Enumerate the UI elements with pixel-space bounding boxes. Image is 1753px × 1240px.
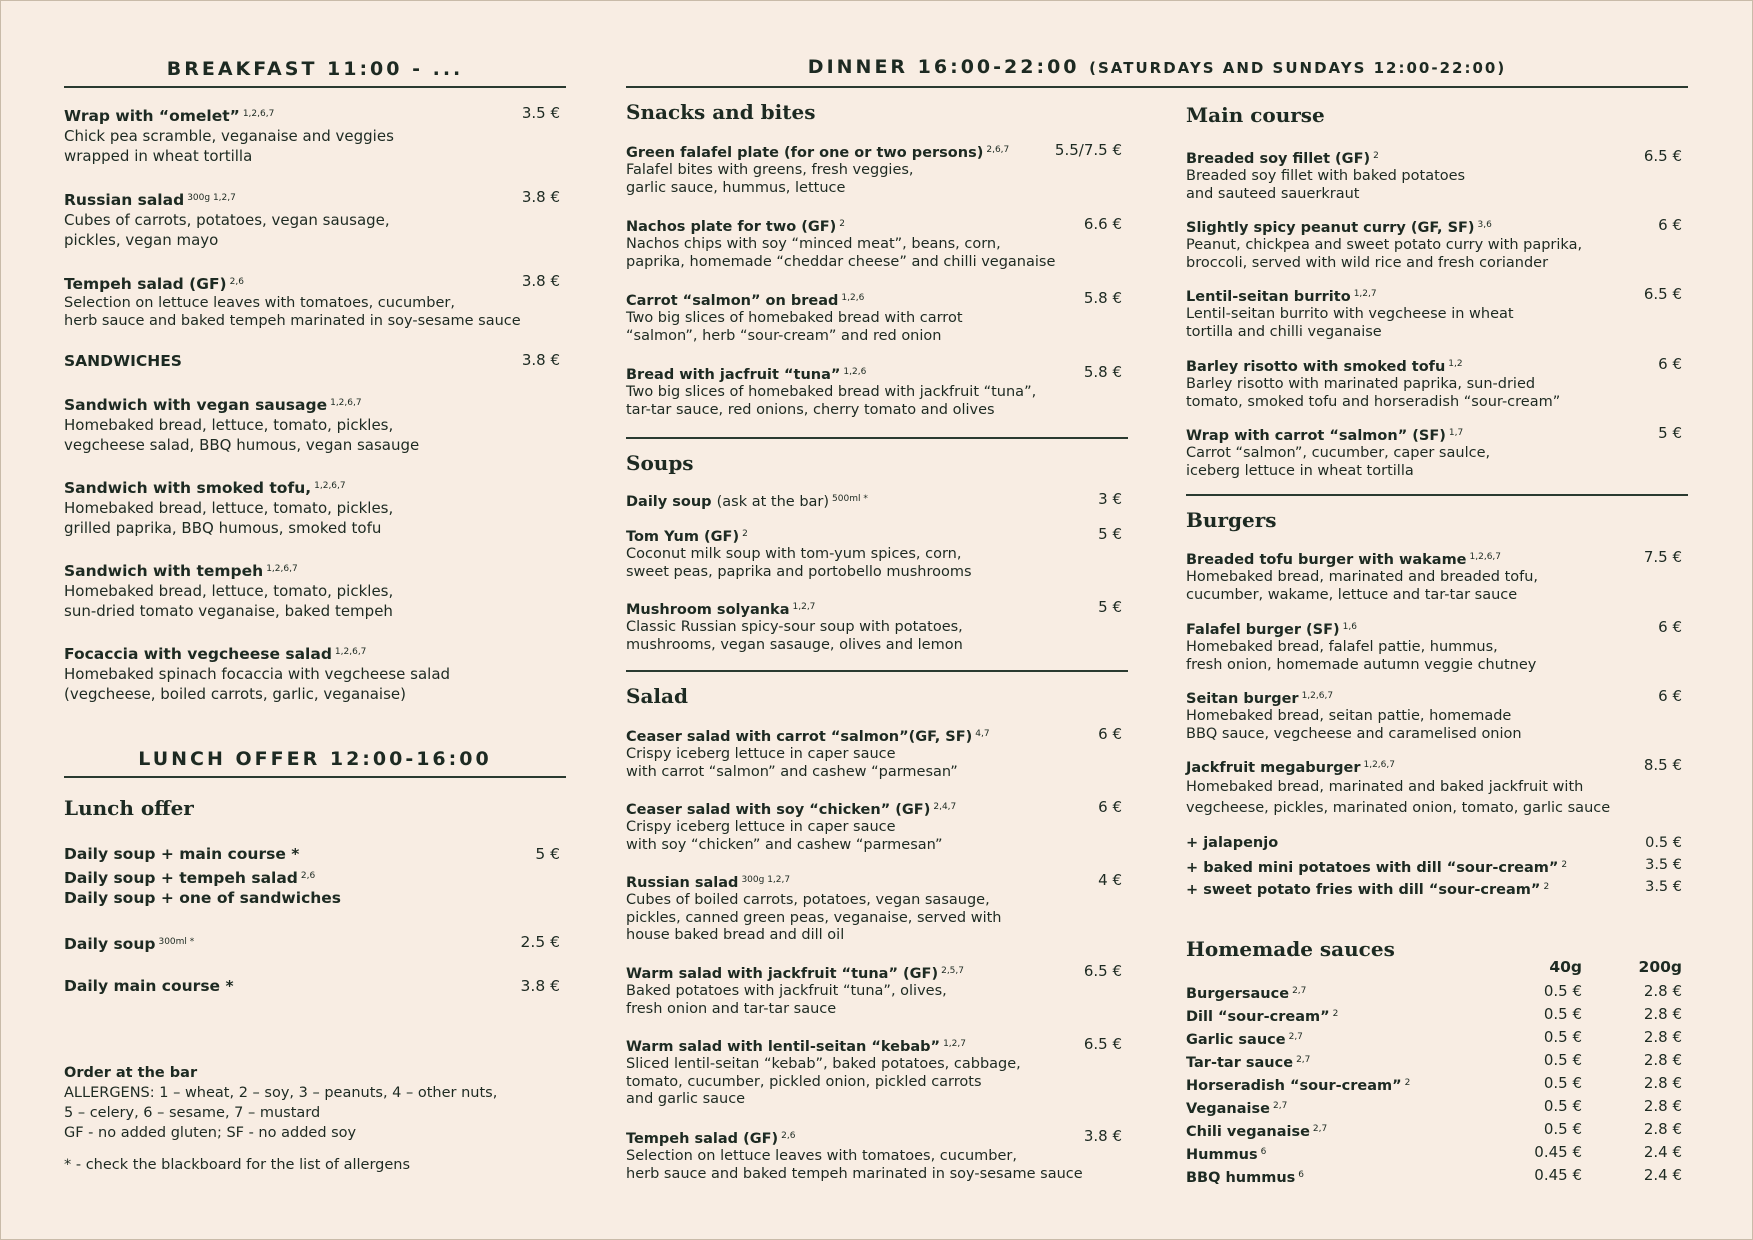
menu-item: Focaccia with vegcheese salad $^{1,2,6,7}$ Homebaked spinach focaccia with vegcheese salad (vegcheese, boiled carrots, garlic, veganaise) <box>64 645 451 703</box>
menu-item: Seitan burger $^{1,2,6,7}$ 6 € Homebaked bread, seitan pattie, homemade BBQ sauce, vegcheese and caramelised onion <box>1186 687 1682 742</box>
menu-item: Nachos plate for two (GF) $^2$ 6.6 € Nachos chips with soy “minced meat”, beans, corn, paprika, homemade “cheddar cheese” and chilli veganaise <box>626 215 1122 270</box>
sauces-title: Homemade sauces <box>1186 937 1395 961</box>
menu-item: Tom Yum (GF) $^2$ 5 € Coconut milk soup with tom-yum spices, corn, sweet peas, paprika and portobello mushrooms <box>626 525 1122 580</box>
menu-item: Jackfruit megaburger $^{1,2,6,7}$ 8.5 € Homebaked bread, marinated and baked jackfruit with vegcheese, pickles, marinated onion, tomato, garlic sauce <box>1186 756 1682 816</box>
sauce-row: Chili veganaise $^{2,7}$ 0.5 € 2.8 € <box>1186 1120 1682 1140</box>
menu-item: Daily soup (ask at the bar) $^{500ml *}$ 3 € <box>626 490 1122 510</box>
lunch-row: Daily main course * 3.8 € <box>64 977 560 995</box>
menu-item: Sandwich with tempeh $^{1,2,6,7}$ Homebaked bread, lettuce, tomato, pickles, sun-dried tomato veganaise, baked tempeh <box>64 562 394 620</box>
menu-item: Ceaser salad with carrot “salmon”(GF, SF) $^{4,7}$ 6 € Crispy iceberg lettuce in caper sauce with carrot “salmon” and cashew “parmesan” <box>626 725 1122 780</box>
menu-item: Slightly spicy peanut curry (GF, SF) $^{3,6}$ 6 € Peanut, chickpea and sweet potato curry with paprika, broccoli, served with wild rice and fresh coriander <box>1186 216 1682 271</box>
menu-item: Green falafel plate (for one or two persons) $^{2,6,7}$ 5.5/7.5 € Falafel bites with greens, fresh veggies, garlic sauce, hummus, lettuce <box>626 141 1122 196</box>
lunch-row: Daily soup $^{300ml *}$ 2.5 € <box>64 933 560 953</box>
sauce-row: Garlic sauce $^{2,7}$ 0.5 € 2.8 € <box>1186 1028 1682 1048</box>
menu-item: Tempeh salad (GF) $^{2,6}$ 3.8 € Selection on lettuce leaves with tomatoes, cucumber, herb sauce and baked tempeh marinated in soy-sesame sauce <box>64 272 560 329</box>
menu-item: Mushroom solyanka $^{1,2,7}$ 5 € Classic Russian spicy-sour soup with potatoes, mushrooms, vegan sasauge, olives and lemon <box>626 598 1122 653</box>
sauce-row: Dill “sour-cream” $^2$ 0.5 € 2.8 € <box>1186 1005 1682 1025</box>
breakfast-header: BREAKFAST 11:00 - ... <box>166 58 464 80</box>
sandwiches-heading: SANDWICHES 3.8 € <box>64 351 560 370</box>
menu-item: Breaded soy fillet (GF) $^2$ 6.5 € Breaded soy fillet with baked potatoes and sauteed sauerkraut <box>1186 147 1682 202</box>
burger-extra: + sweet potato fries with dill “sour-cream” $^2$ 3.5 € <box>1186 879 1682 898</box>
lunch-rule <box>64 776 566 778</box>
snacks-title: Snacks and bites <box>626 100 816 124</box>
lunch-category-title: Lunch offer <box>64 796 194 820</box>
sauce-row: Tar-tar sauce $^{2,7}$ 0.5 € 2.8 € <box>1186 1051 1682 1071</box>
menu-item: Breaded tofu burger with wakame $^{1,2,6,7}$ 7.5 € Homebaked bread, marinated and breaded tofu, cucumber, wakame, lettuce and tar-tar sauce <box>1186 548 1682 603</box>
order-note: Order at the bar <box>64 1065 198 1081</box>
menu-item: Carrot “salmon” on bread $^{1,2,6}$ 5.8 € Two big slices of homebaked bread with carrot “salmon”, herb “sour-cream” and red onion <box>626 289 1122 344</box>
sauce-row: Burgersauce $^{2,7}$ 0.5 € 2.8 € <box>1186 982 1682 1002</box>
menu-item: Sandwich with vegan sausage $^{1,2,6,7}$ Homebaked bread, lettuce, tomato, pickles, vegcheese salad, BBQ humous, vegan sasauge <box>64 396 420 454</box>
menu-item: Bread with jacfruit “tuna” $^{1,2,6}$ 5.8 € Two big slices of homebaked bread with jackfruit “tuna”, tar-tar sauce, red onions, cherry tomato and olives <box>626 363 1122 418</box>
salad-title: Salad <box>626 684 688 708</box>
breakfast-rule <box>64 86 566 88</box>
lunch-row: Daily soup + one of sandwiches <box>64 889 342 907</box>
allergens-line-1: ALLERGENS: 1 – wheat, 2 – soy, 3 – peanuts, 4 – other nuts, <box>64 1085 498 1101</box>
sauce-row: Veganaise $^{2,7}$ 0.5 € 2.8 € <box>1186 1097 1682 1117</box>
size-40g-label: 40g <box>1549 958 1582 976</box>
salad-rule <box>626 670 1128 672</box>
menu-item: Russian salad $^{300g 1,2,7}$ 3.8 € Cubes of carrots, potatoes, vegan sausage, pickles, vegan mayo <box>64 188 560 249</box>
size-200g-label: 200g <box>1638 958 1682 976</box>
burgers-title: Burgers <box>1186 508 1277 532</box>
sauce-row: Horseradish “sour-cream” $^2$ 0.5 € 2.8 € <box>1186 1074 1682 1094</box>
burger-extra: + baked mini potatoes with dill “sour-cream” $^2$ 3.5 € <box>1186 857 1682 876</box>
allergens-line-2: 5 – celery, 6 – sesame, 7 – mustard <box>64 1105 321 1121</box>
sauce-row: BBQ hummus $^6$ 0.45 € 2.4 € <box>1186 1166 1682 1186</box>
menu-item: Russian salad $^{300g 1,2,7}$ 4 € Cubes of boiled carrots, potatoes, vegan sasauge, pickles, canned green peas, veganaise, served with house baked bread and dill oil <box>626 871 1122 943</box>
main-course-title: Main course <box>1186 103 1325 127</box>
sauce-row: Hummus $^6$ 0.45 € 2.4 € <box>1186 1143 1682 1163</box>
menu-item: Tempeh salad (GF) $^{2,6}$ 3.8 € Selection on lettuce leaves with tomatoes, cucumber, herb sauce and baked tempeh marinated in soy-sesame sauce <box>626 1127 1122 1182</box>
burgers-rule <box>1186 494 1688 496</box>
lunch-header: LUNCH OFFER 12:00-16:00 <box>138 748 492 770</box>
dinner-rule <box>626 86 1688 88</box>
menu-item: Ceaser salad with soy “chicken” (GF) $^{2,4,7}$ 6 € Crispy iceberg lettuce in caper sauce with soy “chicken” and cashew “parmesan” <box>626 798 1122 853</box>
blackboard-note: * - check the blackboard for the list of allergens <box>64 1157 411 1173</box>
menu-item: Lentil-seitan burrito $^{1,2,7}$ 6.5 € Lentil-seitan burrito with vegcheese in wheat tortilla and chilli veganaise <box>1186 285 1682 340</box>
menu-item: Falafel burger (SF) $^{1,6}$ 6 € Homebaked bread, falafel pattie, hummus, fresh onion, homemade autumn veggie chutney <box>1186 618 1682 673</box>
burger-extra: + jalapenjo 0.5 € <box>1186 835 1682 851</box>
menu-item: Barley risotto with smoked tofu $^{1,2}$ 6 € Barley risotto with marinated paprika, sun-dried tomato, smoked tofu and horseradish “sour-cream” <box>1186 355 1682 410</box>
allergens-line-3: GF - no added gluten; SF - no added soy <box>64 1125 357 1141</box>
dinner-header: DINNER 16:00-22:00 (SATURDAYS AND SUNDAYS 12:00-22:00) <box>807 56 1507 78</box>
lunch-row: Daily soup + tempeh salad $^{2,6}$ <box>64 869 316 887</box>
soups-title: Soups <box>626 451 694 475</box>
menu-item: Warm salad with lentil-seitan “kebab” $^{1,2,7}$ 6.5 € Sliced lentil-seitan “kebab”, baked potatoes, cabbage, tomato, cucumber, pickled onion, pickled carrots and garlic sauce <box>626 1035 1122 1107</box>
sauces-size-header <box>1186 958 1688 980</box>
menu-item: Warm salad with jackfruit “tuna” (GF) $^{2,5,7}$ 6.5 € Baked potatoes with jackfruit “tuna”, olives, fresh onion and tar-tar sauce <box>626 962 1122 1017</box>
menu-item: Sandwich with smoked tofu, $^{1,2,6,7}$ Homebaked bread, lettuce, tomato, pickles, grilled paprika, BBQ humous, smoked tofu <box>64 479 394 537</box>
soups-rule <box>626 437 1128 439</box>
lunch-row: Daily soup + main course * 5 € <box>64 845 560 863</box>
menu-item: Wrap with carrot “salmon” (SF) $^{1,7}$ 5 € Carrot “salmon”, cucumber, caper saulce, iceberg lettuce in wheat tortilla <box>1186 424 1682 479</box>
allergen-notes <box>64 1063 566 1175</box>
menu-item: Wrap with “omelet” $^{1,2,6,7}$ 3.5 € Chick pea scramble, veganaise and veggies wrapped in wheat tortilla <box>64 104 560 165</box>
